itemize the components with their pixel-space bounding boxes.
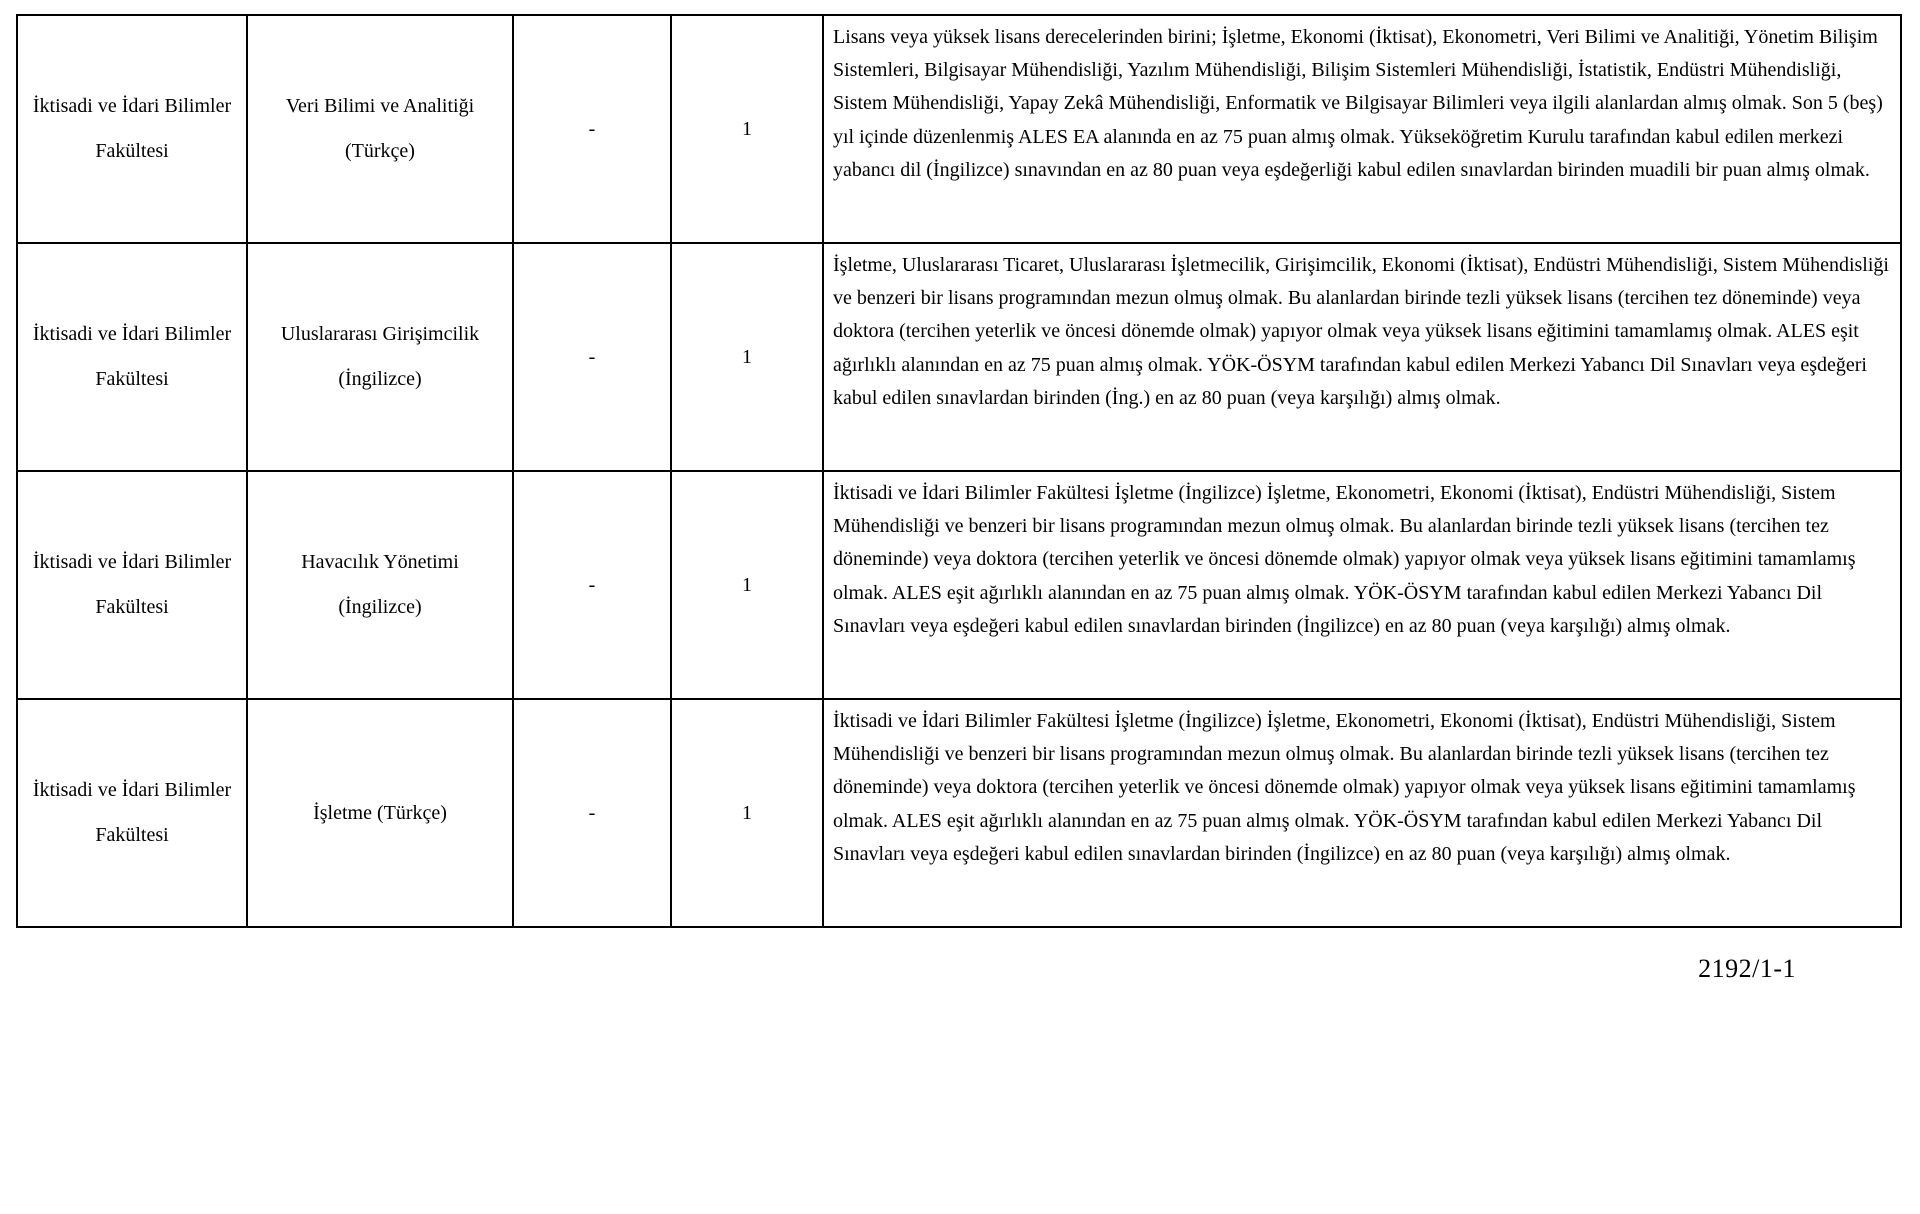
program-cell: İşletme (Türkçe) — [247, 699, 513, 927]
dash-cell: - — [513, 15, 671, 243]
quota-cell: 1 — [671, 699, 823, 927]
page-number: 2192/1-1 — [1698, 954, 1796, 983]
quota-cell: 1 — [671, 243, 823, 471]
faculty-cell: İktisadi ve İdari Bilimler Fakültesi — [17, 471, 247, 699]
program-cell: Havacılık Yönetimi (İngilizce) — [247, 471, 513, 699]
dash-cell: - — [513, 243, 671, 471]
requirements-cell: İktisadi ve İdari Bilimler Fakültesi İşletme (İngilizce) İşletme, Ekonometri, Ekonomi (İktisat), Endüstri Mühendisliği, Sistem Mühendisliği ve benzeri bir lisans programından mezun olmuş olmak. Bu alanlardan birinde tezli yüksek lisans (tercihen tez döneminde) veya doktora (tercihen yeterlik ve öncesi dönemde olmak) yapıyor olmak veya yüksek lisans eğitimini tamamlamış olmak. ALES eşit ağırlıklı alanından en az 75 puan almış olmak. YÖK-ÖSYM tarafından kabul edilen Merkezi Yabancı Dil Sınavları veya eşdeğeri kabul edilen sınavlardan birinden (İngilizce) en az 80 puan (veya karşılığı) almış olmak. — [823, 471, 1901, 699]
dash-cell: - — [513, 471, 671, 699]
vacancy-table — [16, 14, 1902, 928]
requirements-cell: İşletme, Uluslararası Ticaret, Uluslararası İşletmecilik, Girişimcilik, Ekonomi (İktisat), Endüstri Mühendisliği, Sistem Mühendisliği ve benzeri bir lisans programından mezun olmuş olmak. Bu alanlardan birinde tezli yüksek lisans (tercihen tez döneminde) veya doktora (tercihen yeterlik ve öncesi dönemde olmak) yapıyor olmak veya yüksek lisans eğitimini tamamlamış olmak. ALES eşit ağırlıklı alanından en az 75 puan almış olmak. YÖK-ÖSYM tarafından kabul edilen Merkezi Yabancı Dil Sınavları veya eşdeğeri kabul edilen sınavlardan birinden (İng.) en az 80 puan (veya karşılığı) almış olmak. — [823, 243, 1901, 471]
program-cell: Veri Bilimi ve Analitiği (Türkçe) — [247, 15, 513, 243]
table-row — [17, 471, 1901, 699]
faculty-cell: İktisadi ve İdari Bilimler Fakültesi — [17, 15, 247, 243]
requirements-cell: İktisadi ve İdari Bilimler Fakültesi İşletme (İngilizce) İşletme, Ekonometri, Ekonomi (İktisat), Endüstri Mühendisliği, Sistem Mühendisliği ve benzeri bir lisans programından mezun olmuş olmak. Bu alanlardan birinde tezli yüksek lisans (tercihen tez döneminde) veya doktora (tercihen yeterlik ve öncesi dönemde olmak) yapıyor olmak veya yüksek lisans eğitimini tamamlamış olmak. ALES eşit ağırlıklı alanından en az 75 puan almış olmak. YÖK-ÖSYM tarafından kabul edilen Merkezi Yabancı Dil Sınavları veya eşdeğeri kabul edilen sınavlardan birinden (İngilizce) en az 80 puan (veya karşılığı) almış olmak. — [823, 699, 1901, 927]
program-cell: Uluslararası Girişimcilik (İngilizce) — [247, 243, 513, 471]
table-row — [17, 15, 1901, 243]
quota-cell: 1 — [671, 471, 823, 699]
quota-cell: 1 — [671, 15, 823, 243]
requirements-cell: Lisans veya yüksek lisans derecelerinden birini; İşletme, Ekonomi (İktisat), Ekonometri, Veri Bilimi ve Analitiği, Yönetim Bilişim Sistemleri, Bilgisayar Mühendisliği, Yazılım Mühendisliği, Bilişim Sistemleri Mühendisliği, İstatistik, Endüstri Mühendisliği, Sistem Mühendisliği, Yapay Zekâ Mühendisliği, Enformatik ve Bilgisayar Bilimleri veya ilgili alanlardan almış olmak. Son 5 (beş) yıl içinde düzenlenmiş ALES EA alanında en az 75 puan almış olmak. Yükseköğretim Kurulu tarafından kabul edilen merkezi yabancı dil (İngilizce) sınavından en az 80 puan veya eşdeğerliği kabul edilen sınavlardan birinden muadili bir puan almış olmak. — [823, 15, 1901, 243]
dash-cell: - — [513, 699, 671, 927]
table-row — [17, 243, 1901, 471]
faculty-cell: İktisadi ve İdari Bilimler Fakültesi — [17, 699, 247, 927]
faculty-cell: İktisadi ve İdari Bilimler Fakültesi — [17, 243, 247, 471]
table-row — [17, 699, 1901, 927]
